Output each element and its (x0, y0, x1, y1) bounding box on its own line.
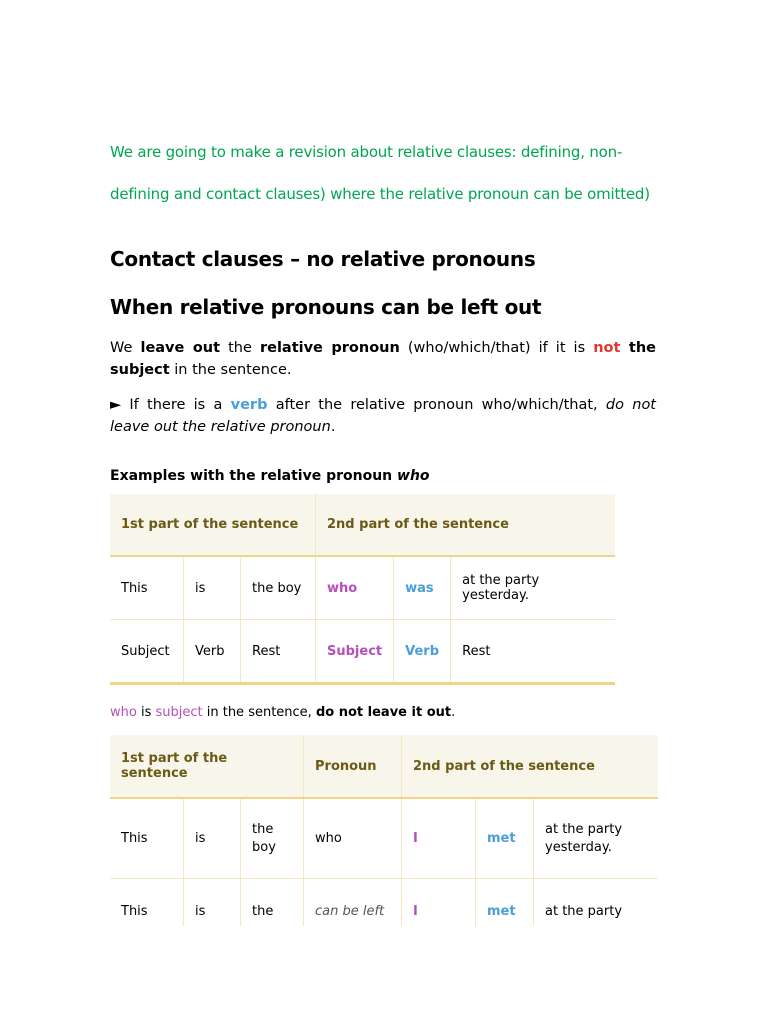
table-cell: is (184, 556, 241, 620)
table-cell: This (110, 556, 184, 620)
table-cell: is (184, 798, 241, 879)
table-cell: the boy (241, 798, 304, 879)
table-cell: Subject (316, 620, 394, 684)
text: (who/which/that) if it is (399, 340, 594, 356)
text-not: not (593, 340, 621, 356)
table-cell: This (110, 879, 184, 968)
text: Examples with the relative pronoun (110, 468, 398, 484)
table-cell: at the party yesterday. (451, 556, 615, 620)
table-header: Pronoun (304, 735, 402, 798)
table-header-row (110, 494, 615, 556)
table-header-row (110, 735, 658, 798)
table-header: 1st part of the sentence (110, 494, 316, 556)
heading-when-left-out: When relative pronouns can be left out (110, 295, 542, 319)
heading-contact-clauses: Contact clauses – no relative pronouns (110, 247, 536, 271)
table-cell: I (402, 798, 476, 879)
text: We (110, 340, 141, 356)
text-leave-out: leave out (140, 340, 221, 356)
intro-line-1: We are going to make a revision about relative clauses: defining, non- (110, 143, 623, 161)
verb-rule-paragraph (110, 394, 656, 438)
table-cell: Rest (241, 620, 316, 684)
table-cell: who (304, 798, 402, 879)
table-row (110, 798, 658, 879)
text: . (451, 705, 456, 720)
table-cell: I (402, 879, 476, 968)
intro-paragraph (110, 141, 670, 225)
table-cell: Verb (394, 620, 451, 684)
table-cell: Rest (451, 620, 615, 684)
text: is (136, 705, 156, 720)
table-header: 1st part of the sentence (110, 735, 304, 798)
text-who: who (110, 705, 137, 720)
table-cell: was (394, 556, 451, 620)
text-relative-pronoun: relative pronoun (259, 340, 400, 356)
table-header: 2nd part of the sentence (316, 494, 616, 556)
text-the-subject: the subject (110, 340, 657, 378)
page-bottom-margin (0, 926, 768, 1024)
table-cell: the (241, 879, 304, 968)
table-cell: at the party yesterday. (534, 798, 659, 879)
table-row (110, 620, 615, 684)
text-italic: do not leave out the relative pronoun (110, 397, 656, 435)
examples-title (110, 468, 430, 484)
table-row (110, 556, 615, 620)
table-cell: the boy (241, 556, 316, 620)
table-cell: can be left (304, 879, 402, 968)
text: in the sentence. (169, 362, 292, 378)
intro-line-2: defining and contact clauses) where the relative pronoun can be omitted) (110, 185, 650, 203)
table-cell: This (110, 798, 184, 879)
table-cell: Verb (184, 620, 241, 684)
text-who: who (397, 468, 430, 484)
text: . (330, 419, 336, 435)
note-line (110, 705, 455, 720)
table-header: 2nd part of the sentence (402, 735, 659, 798)
arrow-icon: ► (110, 397, 122, 413)
table-cell: Subject (110, 620, 184, 684)
table-cell: who (316, 556, 394, 620)
text: after the relative pronoun who/which/that, (267, 397, 606, 413)
table-cell: at the party (534, 879, 659, 968)
text-bold: do not leave it out (315, 705, 452, 720)
table-cell: met (476, 879, 534, 968)
table-cell: is (184, 879, 241, 968)
text: the (220, 340, 260, 356)
text: If there is a (121, 397, 231, 413)
rule-paragraph (110, 337, 656, 381)
table-cell: met (476, 798, 534, 879)
text: in the sentence, (202, 705, 316, 720)
text-verb: verb (230, 397, 268, 413)
text-subject: subject (155, 705, 203, 720)
examples-table-1 (110, 494, 615, 685)
